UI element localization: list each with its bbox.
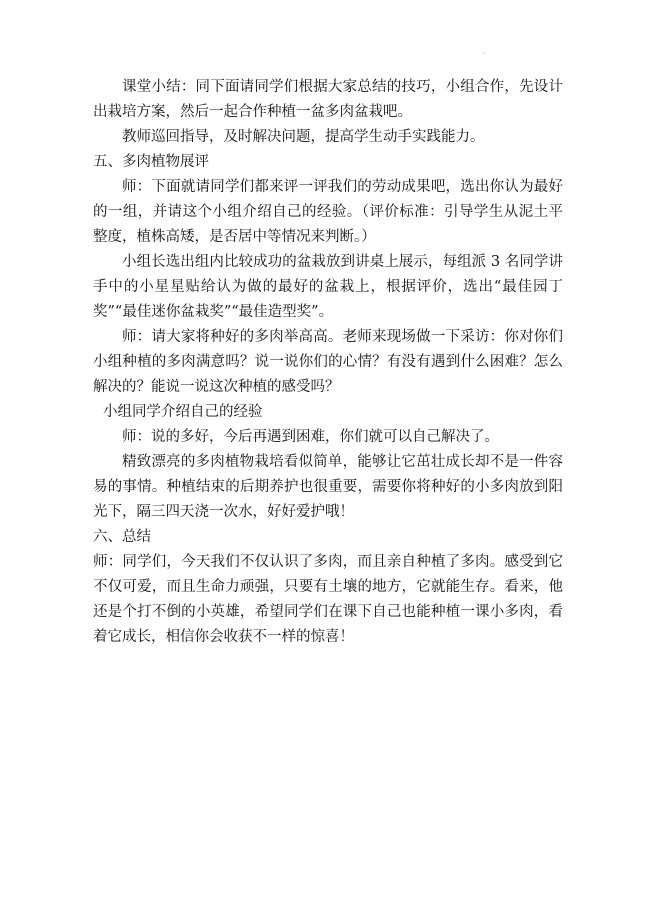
paragraph-final-summary: 师：同学们，今天我们不仅认识了多肉，而且亲自种植了多肉。感受到它不仅可爱，而且生命力顽强，只要有土壤的地方，它就能生存。看来，他还是个打不倒的小英雄，希望同学们在课下自己也能种植一课小多肉，看着它成长，相信你会收获不一样的惊喜！	[93, 554, 563, 645]
paragraph-plant-care: 精致漂亮的多肉植物栽培看似简单，能够让它茁壮成长却不是一件容易的事情。种植结束的后期养护也很重要，需要你将种好的小多肉放到阳光下，隔三四天浇一次水，好好爱护哦！	[93, 454, 563, 520]
paragraph-group-display: 小组长选出组内比较成功的盆栽放到讲桌上展示，每组派 3 名同学讲手中的小星星贴给认为做的最好的盆栽上，根据评价，选出“最佳园丁奖”“最佳迷你盆栽奖”“最佳造型奖”。	[93, 254, 563, 320]
paragraph-group-experience: 小组同学介绍自己的经验	[103, 404, 263, 420]
document-body	[93, 75, 563, 650]
paragraph-teacher-interview: 师：请大家将种好的多肉举高高。老师来现场做一下采访：你对你们小组种植的多肉满意吗？说一说你们的心情？有没有遇到什么困难？怎么解决的？能说一说这次种植的感受吗？	[93, 329, 563, 395]
section-heading-summary: 六、总结	[93, 529, 151, 545]
paragraph-class-summary: 课堂小结：同下面请同学们根据大家总结的技巧，小组合作，先设计出栽培方案，然后一起合作种植一盆多肉盆栽吧。	[93, 79, 563, 120]
paragraph-teacher-guidance: 教师巡回指导，及时解决问题，提高学生动手实践能力。	[122, 129, 485, 145]
paragraph-teacher-evaluation: 师：下面就请同学们都来评一评我们的劳动成果吧，选出你认为最好的一组，并请这个小组介绍自己的经验。（评价标准：引导学生从泥土平整度，植株高矮，是否居中等情况来判断。）	[93, 179, 563, 245]
section-heading-plant-review: 五、多肉植物展评	[93, 154, 209, 170]
paragraph-teacher-praise: 师：说的多好，今后再遇到困难，你们就可以自己解决了。	[122, 429, 499, 445]
corner-mark: ·	[482, 49, 485, 58]
